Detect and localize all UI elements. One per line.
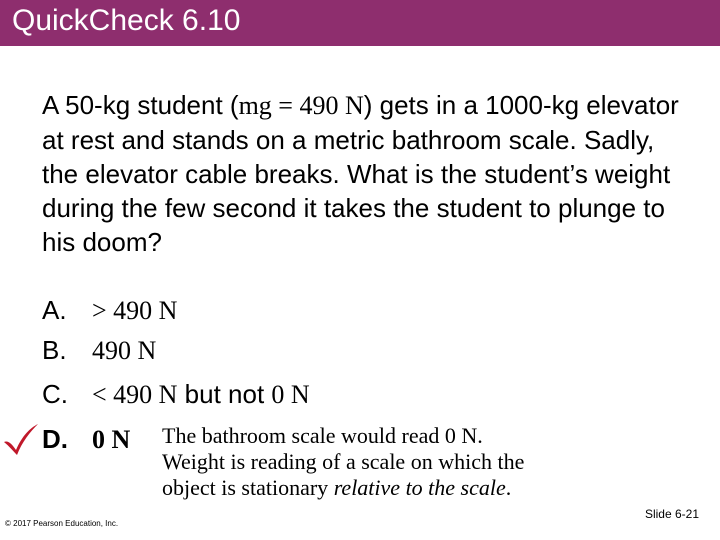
- explanation-line-3-italic: relative to the scale: [333, 475, 506, 500]
- question-text-after: ) gets in a 1000-kg elevator at rest and stands on a metric bathroom scale. Sadly, the elevator cable breaks. What is the student’s weight during the few second it takes the student to plunge to his doom?: [42, 90, 679, 257]
- option-c-tail: 0 N: [271, 380, 310, 409]
- option-c-value: < 490 N: [92, 380, 178, 409]
- option-c[interactable]: [42, 379, 310, 410]
- explanation-line-3: [162, 475, 622, 501]
- option-c-letter: C.: [42, 379, 68, 409]
- question-text: [42, 88, 692, 259]
- title-bar: [0, 0, 720, 46]
- explanation-line-3-plain: object is stationary: [162, 475, 334, 500]
- option-d[interactable]: [42, 424, 130, 455]
- option-d-value: 0 N: [92, 425, 131, 454]
- checkmark-icon: [0, 422, 40, 456]
- option-b[interactable]: [42, 335, 156, 366]
- question-math: mg = 490 N: [238, 91, 364, 120]
- answer-explanation: [162, 423, 622, 501]
- option-b-value: 490 N: [92, 336, 157, 365]
- option-a[interactable]: [42, 295, 177, 326]
- explanation-line-1: The bathroom scale would read 0 N.: [162, 423, 483, 448]
- option-c-suffix: but not: [177, 379, 272, 409]
- explanation-line-2: Weight is reading of a scale on which the: [162, 449, 525, 474]
- option-d-letter: D.: [42, 424, 68, 454]
- question-text-before: A 50-kg student (: [42, 90, 239, 120]
- option-b-letter: B.: [42, 335, 67, 365]
- option-a-letter: A.: [42, 295, 67, 325]
- slide-number: Slide 6-21: [644, 507, 699, 521]
- explanation-line-3-end: .: [505, 475, 512, 500]
- copyright-notice: © 2017 Pearson Education, Inc.: [5, 519, 119, 528]
- slide-title: QuickCheck 6.10: [12, 4, 241, 37]
- option-a-value: > 490 N: [92, 296, 178, 325]
